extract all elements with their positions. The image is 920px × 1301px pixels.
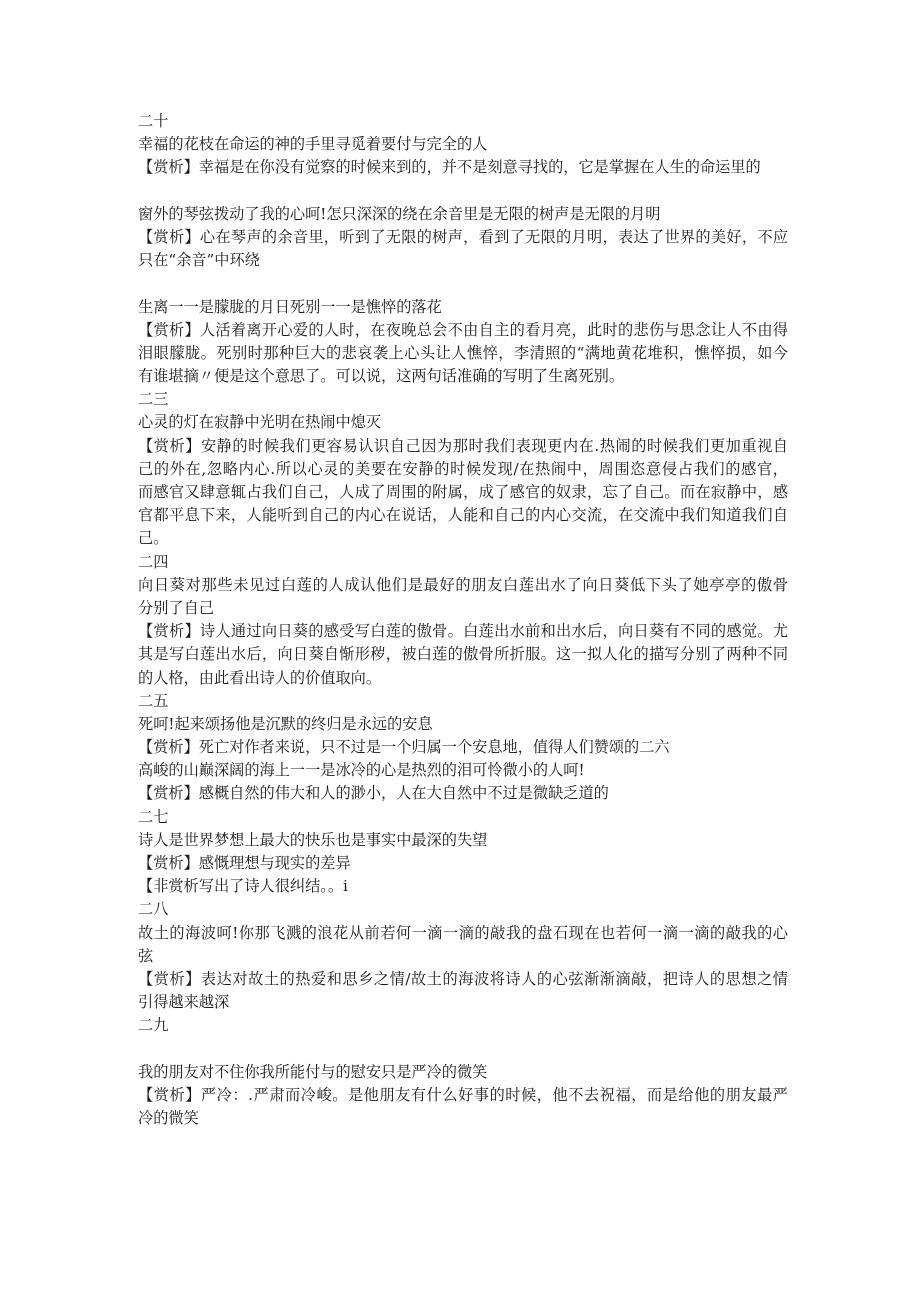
- poem-line: 幸福的花枝在命运的神的手里寻觅着要付与完全的人: [138, 135, 488, 154]
- analysis-line: 冷的微笑: [138, 1109, 199, 1128]
- analysis-line: 引得越来越深: [138, 993, 230, 1012]
- analysis-line: 只在“余音”中环绕: [138, 251, 260, 270]
- analysis-line: 【赏析】安静的时候我们更容易认识自己因为那时我们表现更内在.热闹的时候我们更加重视自: [138, 436, 788, 455]
- section-heading: 二五: [138, 691, 169, 710]
- analysis-line: 己。: [138, 529, 169, 548]
- section-heading: 二九: [138, 1016, 169, 1035]
- analysis-line: 【赏析】严冷：.严肃而冷峻。是他朋友有什么好事的时候，他不去祝福，而是给他的朋友最严: [138, 1085, 788, 1104]
- section-heading: 二四: [138, 552, 169, 571]
- blank-line: [138, 1038, 788, 1061]
- analysis-line: 【赏析】感概自然的伟大和人的渺小，人在大自然中不过是微缺乏道的: [138, 784, 609, 803]
- analysis-line: 己的外在,忽略内心.所以心灵的美要在安静的时候发现/在热闹中，周围恣意侵占我们的感官，: [138, 459, 788, 478]
- blank-line: [138, 272, 788, 295]
- poem-line: 生离一一是朦胧的月日死别一一是憔悴的落花: [138, 297, 442, 316]
- analysis-line: 【赏析】幸福是在你没有觉察的时候来到的，并不是刻意寻找的，它是掌握在人生的命运里的: [138, 158, 761, 177]
- poem-line: 故土的海波呵!你那飞溅的浪花从前若何一滴一滴的敲我的盘石现在也若何一滴一滴的敲我的心: [138, 923, 788, 942]
- section-heading: 二十: [138, 112, 169, 130]
- section-heading: 二七: [138, 807, 169, 826]
- poem-line: 向日葵对那些未见过白莲的人成认他们是最好的朋友白莲出水了向日葵低下头了她亭亭的傲骨: [138, 575, 788, 594]
- poem-line: 心灵的灯在寂静中光明在热闹中熄灭: [138, 413, 381, 432]
- analysis-line: 泪眼朦胧。死别时那种巨大的悲哀袭上心头让人憔悴，李清照的“满地黄花堆积，憔悴损，如今: [138, 343, 788, 362]
- analysis-line: 的人格，由此看出诗人的价值取向。: [138, 668, 381, 687]
- analysis-line: 【赏析】感慨理想与现实的差异: [138, 854, 351, 872]
- poem-line: 分别了自己: [138, 598, 214, 617]
- analysis-line: 【赏析】表达对故土的热爱和思乡之情/故土的海波将诗人的心弦渐渐滴敲，把诗人的思想之情: [138, 969, 788, 988]
- poem-line: 诗人是世界梦想上最大的快乐也是事实中最深的失望: [138, 830, 488, 849]
- poem-line: 死呵!起来颂扬他是沉默的终归是永远的安息: [138, 714, 433, 733]
- analysis-line: 官都平息下来，人能听到自己的内心在说话，人能和自己的内心交流，在交流中我们知道我们自: [138, 506, 788, 525]
- poem-line: 弦: [138, 946, 154, 965]
- analysis-line: 【赏析】心在琴声的余音里，听到了无限的树声，看到了无限的月明，表达了世界的美好，不应: [138, 227, 788, 246]
- blank-line: [138, 180, 788, 203]
- document-body: [138, 110, 788, 1130]
- poem-line: 窗外的琴弦拨动了我的心呵!怎只深深的绕在余音里是无限的树声是无限的月明: [138, 204, 661, 223]
- analysis-line: 有谁堪摘〃便是这个意思了。可以说，这两句话准确的写明了生离死别。: [138, 367, 624, 386]
- analysis-line: 【非赏析写出了诗人很纠结。。i: [138, 877, 348, 896]
- poem-line: 高峻的山巅深阔的海上一一是冰冷的心是热烈的泪可怜微小的人呵!: [138, 761, 585, 780]
- analysis-line: 其是写白莲出水后，向日葵自惭形秽，被白莲的傲骨所折服。这一拟人化的描写分别了两种不同: [138, 645, 788, 664]
- analysis-line: 【赏析】人活着离开心爱的人时，在夜晚总会不由自主的看月亮，此时的悲伤与思念让人不由得: [138, 320, 788, 339]
- section-heading: 二三: [138, 390, 169, 409]
- analysis-line: 【赏析】诗人通过向日葵的感受写白莲的傲骨。白莲出水前和出水后，向日葵有不同的感觉。尤: [138, 622, 788, 641]
- analysis-line: 【赏析】死亡对作者来说，只不过是一个归属一个安息地，值得人们赞颂的二六: [138, 738, 670, 757]
- analysis-line: 而感官又肆意辄占我们自己，人成了周围的附属，成了感官的奴隶，忘了自己。而在寂静中，感: [138, 483, 788, 501]
- section-heading: 二八: [138, 900, 169, 919]
- poem-line: 我的朋友对不住你我所能付与的慰安只是严冷的微笑: [138, 1062, 488, 1081]
